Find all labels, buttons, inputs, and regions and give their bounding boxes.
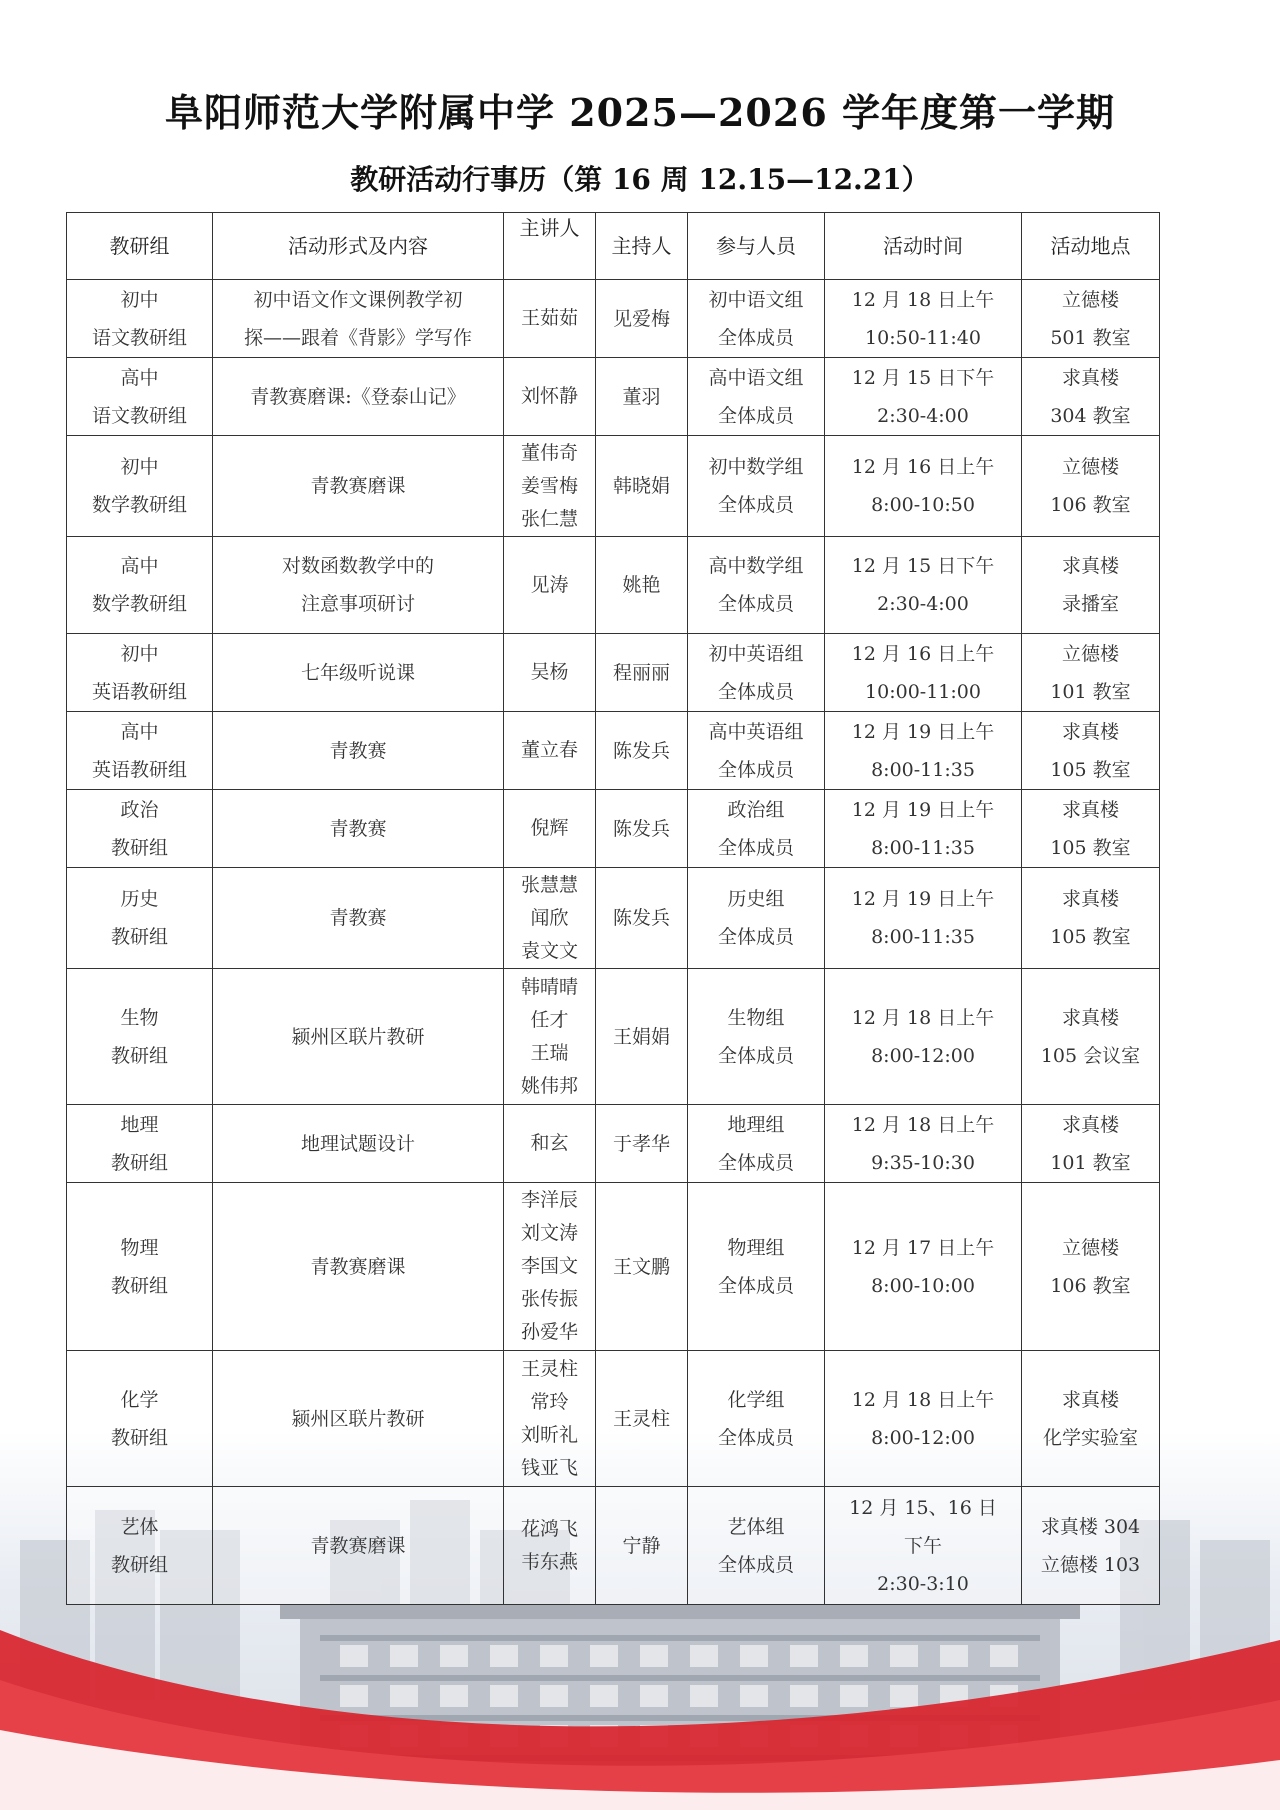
time-text: 12 月 18 日上午 10:50-11:40	[851, 288, 995, 349]
group-cell	[67, 969, 213, 1105]
column-header: 活动形式及内容	[213, 213, 504, 280]
speaker-text: 王茹茹	[520, 307, 578, 329]
participants-text: 高中语文组 全体成员	[708, 366, 804, 427]
host-text: 程丽丽	[612, 661, 670, 684]
host-text: 于孝华	[612, 1132, 670, 1155]
time-cell	[825, 358, 1022, 436]
participants-text: 物理组 全体成员	[717, 1236, 794, 1297]
group-cell	[67, 868, 213, 969]
group-text: 艺体 教研组	[110, 1515, 168, 1576]
time-cell	[825, 1487, 1022, 1605]
group-cell	[67, 1351, 213, 1487]
content-cell	[213, 537, 504, 634]
participants-text: 初中数学组 全体成员	[708, 456, 804, 516]
location-text: 求真楼 105 会议室	[1040, 1006, 1141, 1067]
host-text: 陈发兵	[612, 739, 670, 762]
location-cell	[1022, 436, 1160, 537]
column-header: 教研组	[67, 213, 213, 280]
speaker-cell	[504, 634, 596, 712]
group-text: 初中 语文教研组	[91, 288, 187, 349]
location-text: 立德楼 101 教室	[1050, 642, 1131, 703]
time-cell	[825, 537, 1022, 634]
time-cell	[825, 1105, 1022, 1183]
group-text: 政治 教研组	[110, 798, 168, 859]
time-text: 12 月 15 日下午 2:30-4:00	[851, 366, 995, 427]
location-cell	[1022, 969, 1160, 1105]
location-text: 求真楼 304 立德楼 103	[1040, 1515, 1141, 1576]
content-cell	[213, 790, 504, 868]
group-text: 地理 教研组	[110, 1113, 168, 1174]
host-cell	[596, 358, 688, 436]
participants-cell	[688, 634, 825, 712]
host-text: 董羽	[622, 385, 661, 408]
participants-cell	[688, 1487, 825, 1605]
speaker-text: 刘怀静	[520, 385, 578, 407]
host-cell	[596, 537, 688, 634]
content-text: 青教赛磨课	[310, 1255, 406, 1278]
location-cell	[1022, 1487, 1160, 1605]
column-header: 参与人员	[688, 213, 825, 280]
table-row	[67, 712, 1160, 790]
participants-text: 艺体组 全体成员	[717, 1515, 794, 1576]
speaker-cell	[504, 790, 596, 868]
time-text: 12 月 17 日上午 8:00-10:00	[851, 1236, 995, 1297]
time-text: 12 月 18 日上午 8:00-12:00	[851, 1388, 995, 1449]
time-cell	[825, 1351, 1022, 1487]
activity-calendar-table	[66, 212, 1160, 1605]
speaker-cell	[504, 280, 596, 358]
time-text: 12 月 16 日上午 10:00-11:00	[851, 642, 995, 703]
speaker-cell	[504, 537, 596, 634]
table-row	[67, 1487, 1160, 1605]
speaker-text: 王灵柱 常玲 刘昕礼 钱亚飞	[520, 1357, 578, 1479]
participants-cell	[688, 358, 825, 436]
group-text: 历史 教研组	[110, 888, 168, 948]
group-cell	[67, 1183, 213, 1351]
column-header: 主持人	[596, 213, 688, 280]
participants-text: 化学组 全体成员	[717, 1388, 794, 1449]
host-cell	[596, 1183, 688, 1351]
time-text: 12 月 19 日上午 8:00-11:35	[851, 888, 995, 948]
time-text: 12 月 15、16 日 下午 2:30-3:10	[849, 1496, 997, 1595]
group-text: 生物 教研组	[110, 1006, 168, 1067]
page-subtitle: 教研活动行事历（第 16 周 12.15—12.21）	[350, 163, 930, 196]
content-text: 青教赛磨课	[310, 1534, 406, 1557]
group-cell	[67, 436, 213, 537]
content-cell	[213, 358, 504, 436]
time-cell	[825, 280, 1022, 358]
group-cell	[67, 1487, 213, 1605]
participants-cell	[688, 868, 825, 969]
content-text: 青教赛	[329, 907, 387, 929]
speaker-text: 张慧慧 闻欣 袁文文	[520, 873, 578, 962]
host-text: 王文鹏	[612, 1255, 670, 1278]
location-text: 求真楼 录播室	[1061, 555, 1119, 615]
participants-cell	[688, 790, 825, 868]
host-text: 王灵柱	[612, 1407, 670, 1430]
content-text: 青教赛	[329, 739, 387, 762]
participants-cell	[688, 537, 825, 634]
group-text: 物理 教研组	[110, 1236, 168, 1297]
time-text: 12 月 16 日上午 8:00-10:50	[851, 456, 995, 516]
speaker-text: 花鸿飞 韦东燕	[520, 1517, 578, 1573]
group-text: 初中 英语教研组	[91, 642, 187, 703]
table-row	[67, 868, 1160, 969]
location-text: 求真楼 304 教室	[1050, 366, 1131, 427]
group-cell	[67, 358, 213, 436]
participants-cell	[688, 1183, 825, 1351]
group-cell	[67, 790, 213, 868]
location-cell	[1022, 1351, 1160, 1487]
host-text: 姚艳	[622, 574, 661, 596]
group-cell	[67, 634, 213, 712]
location-cell	[1022, 868, 1160, 969]
content-cell	[213, 712, 504, 790]
location-cell	[1022, 1105, 1160, 1183]
column-header: 活动时间	[825, 213, 1022, 280]
content-cell	[213, 1487, 504, 1605]
time-text: 12 月 19 日上午 8:00-11:35	[851, 720, 995, 781]
column-header: 活动地点	[1022, 213, 1160, 280]
content-text: 颍州区联片教研	[291, 1407, 425, 1430]
time-text: 12 月 15 日下午 2:30-4:00	[851, 555, 995, 615]
host-text: 见爱梅	[612, 307, 670, 330]
participants-cell	[688, 969, 825, 1105]
host-text: 陈发兵	[612, 907, 670, 929]
participants-text: 初中英语组 全体成员	[708, 642, 804, 703]
page-title: 阜阳师范大学附属中学 2025—2026 学年度第一学期	[165, 90, 1115, 135]
content-text: 对数函数教学中的 注意事项研讨	[281, 555, 434, 615]
location-text: 立德楼 106 教室	[1050, 1236, 1131, 1297]
content-text: 地理试题设计	[300, 1132, 415, 1155]
group-text: 高中 语文教研组	[91, 366, 187, 427]
location-text: 求真楼 105 教室	[1050, 720, 1131, 781]
time-cell	[825, 790, 1022, 868]
group-text: 高中 数学教研组	[91, 555, 187, 615]
host-text: 韩晓娟	[612, 475, 670, 497]
speaker-text: 见涛	[530, 573, 569, 596]
content-text: 七年级听说课	[300, 661, 415, 684]
speaker-cell	[504, 1487, 596, 1605]
location-text: 求真楼 化学实验室	[1042, 1388, 1138, 1449]
host-cell	[596, 280, 688, 358]
host-cell	[596, 969, 688, 1105]
table-row	[67, 1183, 1160, 1351]
speaker-cell	[504, 1351, 596, 1487]
speaker-cell	[504, 436, 596, 537]
table-row	[67, 280, 1160, 358]
location-text: 立德楼 106 教室	[1050, 456, 1131, 516]
host-cell	[596, 868, 688, 969]
speaker-text: 董伟奇 姜雪梅 张仁慧	[520, 441, 578, 530]
content-cell	[213, 436, 504, 537]
participants-cell	[688, 712, 825, 790]
group-text: 化学 教研组	[110, 1388, 168, 1449]
content-cell	[213, 969, 504, 1105]
group-cell	[67, 537, 213, 634]
participants-text: 初中语文组 全体成员	[708, 288, 804, 349]
speaker-cell	[504, 1105, 596, 1183]
content-text: 青教赛磨课	[310, 475, 406, 497]
speaker-text: 和玄	[530, 1132, 569, 1154]
location-cell	[1022, 1183, 1160, 1351]
table-row	[67, 436, 1160, 537]
content-cell	[213, 1105, 504, 1183]
time-cell	[825, 436, 1022, 537]
group-text: 高中 英语教研组	[91, 720, 187, 781]
host-text: 宁静	[622, 1534, 661, 1557]
content-cell	[213, 1351, 504, 1487]
location-text: 求真楼 105 教室	[1050, 798, 1131, 859]
host-cell	[596, 790, 688, 868]
participants-text: 高中数学组 全体成员	[708, 555, 804, 615]
location-cell	[1022, 358, 1160, 436]
location-cell	[1022, 790, 1160, 868]
table-row	[67, 1105, 1160, 1183]
participants-text: 政治组 全体成员	[717, 798, 794, 859]
participants-cell	[688, 280, 825, 358]
time-cell	[825, 969, 1022, 1105]
participants-text: 高中英语组 全体成员	[708, 720, 804, 781]
location-text: 立德楼 501 教室	[1050, 288, 1131, 349]
time-text: 12 月 18 日上午 9:35-10:30	[851, 1113, 995, 1174]
participants-cell	[688, 1351, 825, 1487]
speaker-text: 董立春	[520, 739, 578, 761]
speaker-cell	[504, 868, 596, 969]
location-cell	[1022, 712, 1160, 790]
host-cell	[596, 634, 688, 712]
column-header: 主讲人	[504, 213, 596, 280]
location-text: 求真楼 101 教室	[1050, 1113, 1131, 1174]
content-text: 青教赛	[329, 817, 387, 840]
host-text: 陈发兵	[612, 817, 670, 840]
location-cell	[1022, 280, 1160, 358]
speaker-text: 吴杨	[530, 661, 569, 683]
speaker-cell	[504, 969, 596, 1105]
time-text: 12 月 19 日上午 8:00-11:35	[851, 798, 995, 859]
host-cell	[596, 712, 688, 790]
time-cell	[825, 634, 1022, 712]
table-row	[67, 790, 1160, 868]
content-cell	[213, 868, 504, 969]
participants-cell	[688, 436, 825, 537]
time-cell	[825, 1183, 1022, 1351]
table-row	[67, 537, 1160, 634]
participants-cell	[688, 1105, 825, 1183]
content-text: 颍州区联片教研	[291, 1025, 425, 1048]
content-text: 初中语文作文课例教学初 探——跟着《背影》学写作	[243, 288, 472, 349]
speaker-text: 韩晴晴 任才 王瑞 姚伟邦	[520, 975, 578, 1097]
group-cell	[67, 1105, 213, 1183]
speaker-cell	[504, 1183, 596, 1351]
speaker-text: 倪辉	[530, 817, 569, 839]
host-cell	[596, 1487, 688, 1605]
participants-text: 历史组 全体成员	[717, 888, 794, 948]
participants-text: 地理组 全体成员	[717, 1113, 794, 1174]
location-cell	[1022, 537, 1160, 634]
group-text: 初中 数学教研组	[91, 456, 187, 516]
participants-text: 生物组 全体成员	[717, 1006, 794, 1067]
table-row	[67, 358, 1160, 436]
content-cell	[213, 1183, 504, 1351]
table-row	[67, 1351, 1160, 1487]
host-cell	[596, 1105, 688, 1183]
host-cell	[596, 436, 688, 537]
time-cell	[825, 712, 1022, 790]
host-text: 王娟娟	[612, 1025, 670, 1048]
speaker-cell	[504, 358, 596, 436]
speaker-cell	[504, 712, 596, 790]
content-text: 青教赛磨课:《登泰山记》	[250, 385, 466, 408]
table-header-row	[67, 213, 1160, 280]
host-cell	[596, 1351, 688, 1487]
table-row	[67, 634, 1160, 712]
content-cell	[213, 280, 504, 358]
location-cell	[1022, 634, 1160, 712]
time-cell	[825, 868, 1022, 969]
speaker-text: 李洋辰 刘文涛 李国文 张传振 孙爱华	[520, 1189, 578, 1343]
location-text: 求真楼 105 教室	[1050, 888, 1131, 948]
group-cell	[67, 280, 213, 358]
group-cell	[67, 712, 213, 790]
content-cell	[213, 634, 504, 712]
time-text: 12 月 18 日上午 8:00-12:00	[851, 1006, 995, 1067]
table-row	[67, 969, 1160, 1105]
